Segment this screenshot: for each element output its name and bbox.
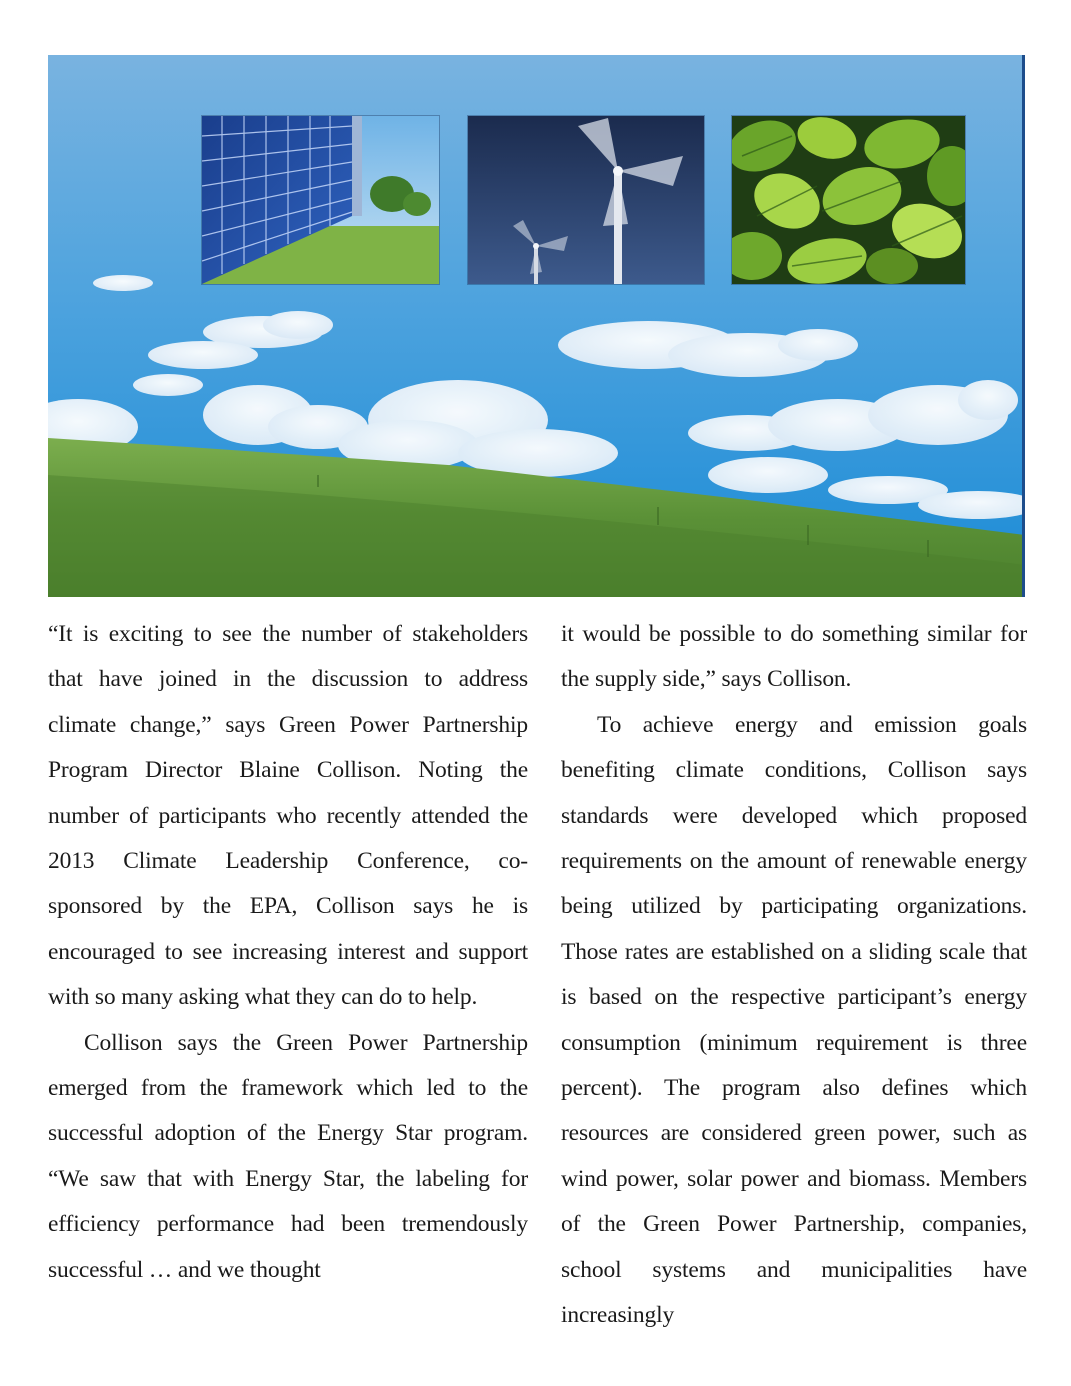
paragraph: To achieve energy and emission goals benefiting climate conditions, Collison says standards were developed which proposed requirements on the amount of renewable energy being utilized by participating organizations. Those rates are established on a sliding scale that is based on the respective participant’s energy consumption (minimum requirement is three percent). The program also defines which resources are considered green power, such as wind power, solar power and biomass. Members of the Green Power Partnership, companies, school systems and municipalities have increasingly (561, 711, 1027, 1329)
paragraph: “It is exciting to see the number of stakeholders that have joined in the discussion to address climate change,” says Green Power Partnership Program Director Blaine Collison. Noting the number of participants who recently attended the 2013 Climate Leadership Conference, co-sponsored by the EPA, Collison says he is encouraged to see increasing interest and support with so many asking what they can do to help. (48, 621, 528, 1011)
paragraph: Collison says the Green Power Partnership emerged from the framework which led to the successful adoption of the Energy Star program. “We saw that with Energy Star, the labeling for efficiency performance had been tremendously successful … and we thought (48, 1029, 528, 1283)
article-right-column (561, 612, 1027, 1339)
hero-image (48, 55, 1025, 597)
solar-panel-photo (202, 116, 439, 284)
hero-right-edge (1022, 55, 1025, 597)
article-left-column (48, 612, 528, 1293)
wind-turbine-photo (468, 116, 704, 284)
green-leaves-photo (732, 116, 965, 284)
paragraph: it would be possible to do something similar for the supply side,” says Collison. (561, 621, 1027, 693)
